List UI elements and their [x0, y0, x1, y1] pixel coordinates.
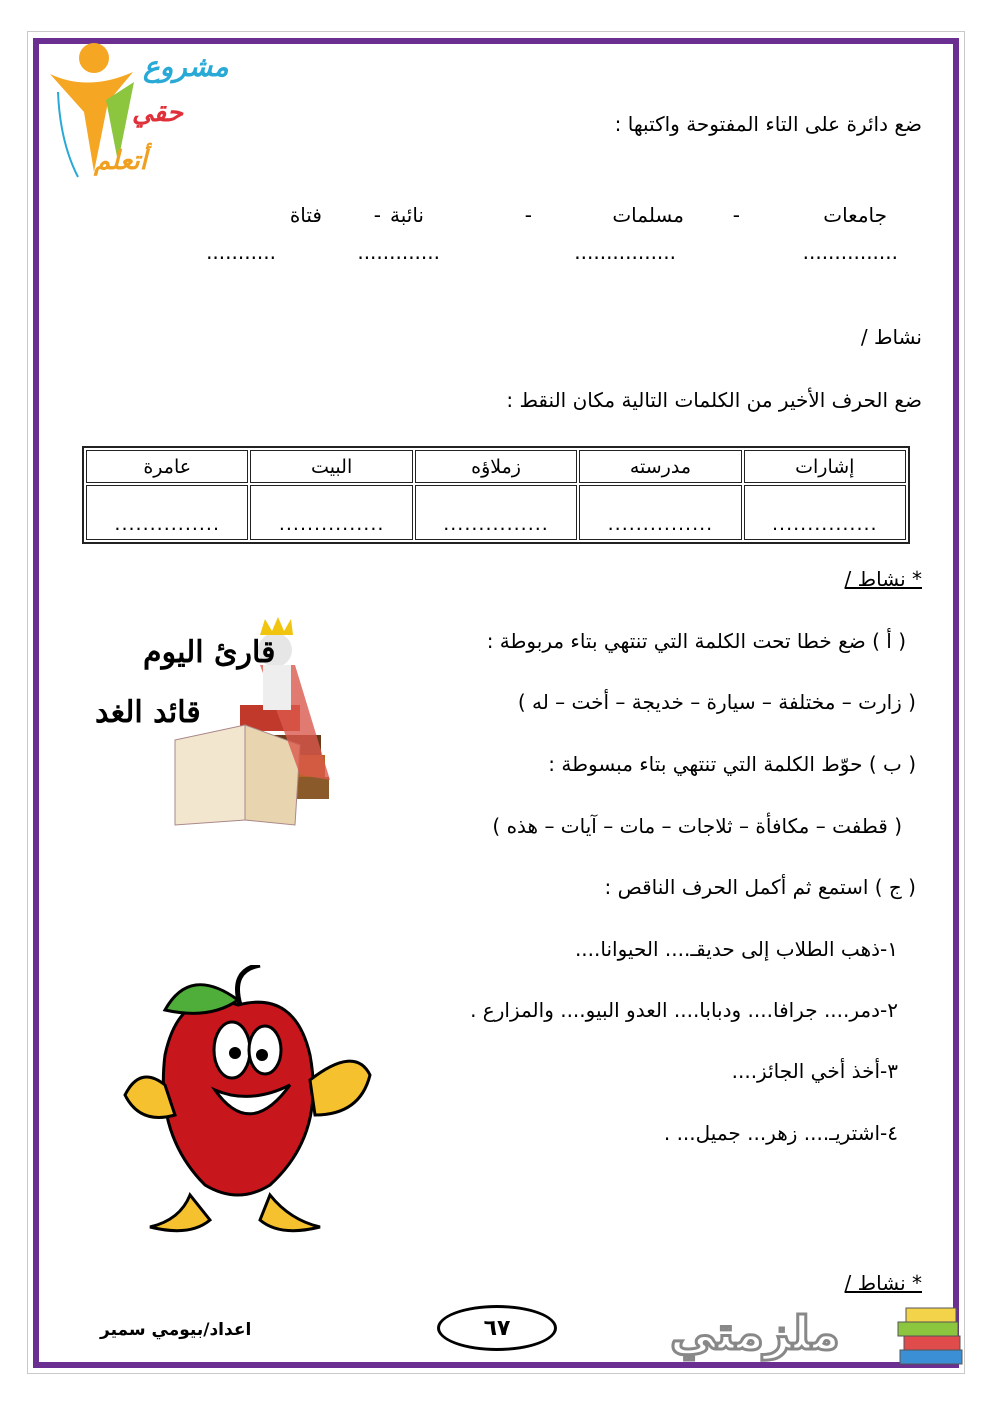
table-header-cell: البيت — [250, 450, 412, 483]
watermark-logo — [670, 1300, 970, 1375]
letters-table — [82, 446, 910, 544]
activity3-heading: * نشاط / — [844, 1271, 922, 1295]
blank-3[interactable]: ............. — [357, 240, 440, 264]
apple-character-icon — [120, 965, 380, 1240]
part-b-words: ( قطفت – مكافأة – ثلاجات – مات – آيات – هذه ) — [492, 814, 902, 838]
table-blank-cell[interactable]: ............... — [86, 485, 248, 540]
page-number: ٦٧ — [437, 1305, 557, 1351]
apple-character — [120, 965, 380, 1240]
part-c-sentence-3: ٣-أخذ أخي الجائز.... — [731, 1059, 898, 1083]
separator-3: - — [373, 203, 381, 227]
separator-2: - — [524, 203, 532, 227]
table-header-cell: إشارات — [744, 450, 906, 483]
table-blank-cell[interactable]: ............... — [250, 485, 412, 540]
logo-line-2: حقي — [132, 98, 183, 128]
reader-line-2: قائد الغد — [95, 695, 201, 730]
reader-line-1: قارئ اليوم — [143, 635, 276, 670]
section1-instruction: ضع دائرة على التاء المفتوحة واكتبها : — [614, 112, 922, 136]
word-4: فتاة — [289, 203, 322, 227]
books-stack-icon — [894, 1302, 969, 1372]
part-c-sentence-1: ١-ذهب الطلاب إلى حديقـ.... الحيوانا.... — [574, 937, 898, 961]
word-3: نائبة — [390, 203, 424, 227]
table-blank-cell[interactable]: ............... — [744, 485, 906, 540]
author-credit: اعداد/بيومي سمير — [100, 1320, 252, 1340]
activity2-heading: * نشاط / — [844, 567, 922, 591]
part-a-words: ( زارت – مختلفة – سيارة – خديجة – أخت – له ) — [517, 690, 916, 714]
part-c-sentence-4: ٤-اشتريـ.... زهر... جميل... . — [663, 1121, 898, 1145]
part-c-sentence-2: ٢-دمر.... جرافا.... ودبابا.... العدو البيو.... والمزارع . — [470, 998, 898, 1022]
blank-4[interactable]: ........... — [206, 240, 276, 264]
table-header-cell: عامرة — [86, 450, 248, 483]
part-b-instruction: ( ب ) حوّط الكلمة التي تنتهي بتاء مبسوطة : — [548, 752, 916, 776]
table-blank-cell[interactable]: ............... — [415, 485, 577, 540]
project-logo — [48, 42, 229, 192]
blank-1[interactable]: ............... — [802, 240, 898, 264]
table-header-cell: مدرسته — [579, 450, 741, 483]
reader-illustration — [95, 605, 345, 830]
activity1-instruction: ضع الحرف الأخير من الكلمات التالية مكان النقط : — [506, 388, 922, 412]
word-1: جامعات — [823, 203, 887, 227]
table-header-cell: زملاؤه — [415, 450, 577, 483]
word-2: مسلمات — [612, 203, 684, 227]
part-a-instruction: ( أ ) ضع خطا تحت الكلمة التي تنتهي بتاء مربوطة : — [486, 629, 906, 653]
watermark-text: ملزمتي — [670, 1306, 840, 1360]
activity1-heading: نشاط / — [860, 325, 922, 349]
separator-1: - — [732, 203, 740, 227]
blank-2[interactable]: ................ — [574, 240, 676, 264]
table-blank-cell[interactable]: ............... — [579, 485, 741, 540]
logo-line-1: مشروع — [143, 50, 229, 83]
part-c-instruction: ( ج ) استمع ثم أكمل الحرف الناقص : — [604, 875, 916, 899]
logo-line-3: أتعلم — [94, 146, 147, 176]
